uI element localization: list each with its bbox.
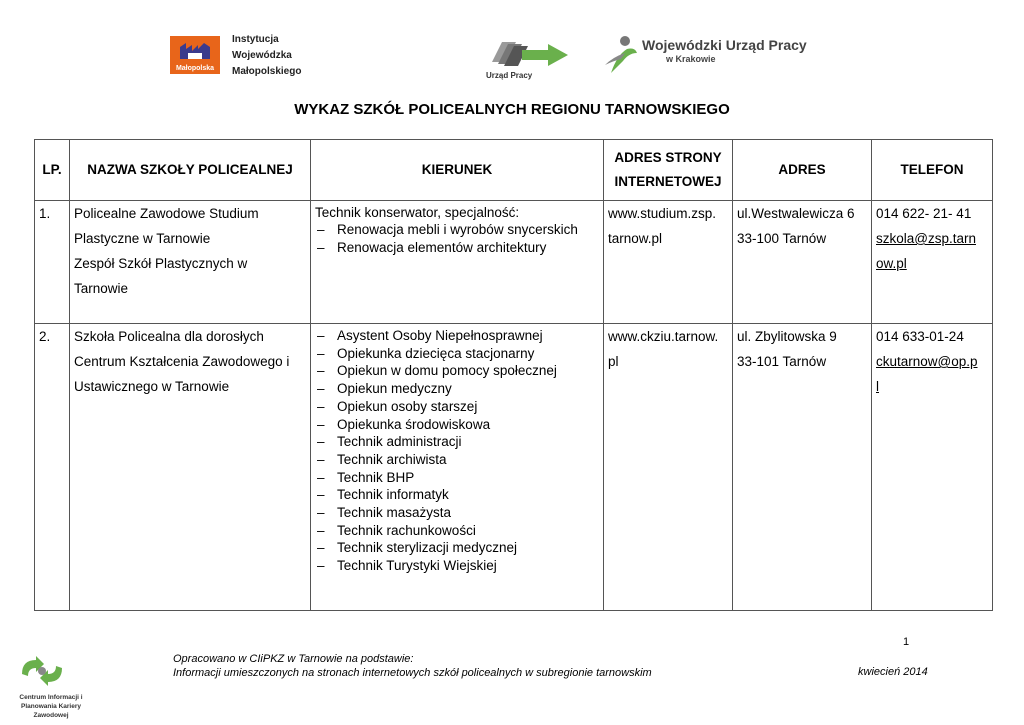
header-name: NAZWA SZKOŁY POLICEALNEJ: [70, 140, 311, 201]
email-link[interactable]: ow.pl: [876, 256, 907, 271]
row-www[interactable]: www.studium.zsp. tarnow.pl: [604, 201, 733, 324]
malopolska-logo: [170, 36, 220, 74]
list-item: – Asystent Osoby Niepełnosprawnej: [315, 327, 599, 345]
header-kierunek: KIERUNEK: [311, 140, 604, 201]
cip-caption: Centrum Informacji i Planowania Kariery Zawodowej: [19, 694, 83, 719]
list-item: – Technik administracji: [315, 433, 599, 451]
email-link[interactable]: l: [876, 379, 879, 394]
row-telefon: [872, 201, 993, 324]
row-kierunek: [311, 324, 604, 611]
urzad-pracy-logo: [486, 36, 572, 80]
footer-source: Opracowano w CIiPKZ w Tarnowie na podstawie: Informacji umieszczonych na stronach internetowych szkół policealnych w subregionie tarnowskim: [173, 653, 652, 679]
header-lp: LP.: [35, 140, 70, 201]
list-item: – Renowacja mebli i wyrobów snycerskich: [315, 221, 599, 239]
table-row: [35, 324, 993, 611]
kierunek-intro: Technik konserwator, specjalność:: [315, 205, 520, 220]
header-www: ADRES STRONY INTERNETOWEJ: [604, 140, 733, 201]
list-item: – Opiekun osoby starszej: [315, 398, 599, 416]
list-item: – Technik BHP: [315, 469, 599, 487]
row-school-name: Szkoła Policealna dla dorosłych Centrum Kształcenia Zawodowego i Ustawicznego w Tarnowie: [70, 324, 311, 611]
list-item: – Technik masażysta: [315, 504, 599, 522]
row-kierunek: [311, 201, 604, 324]
row-www[interactable]: www.ckziu.tarnow. pl: [604, 324, 733, 611]
table-row: [35, 201, 993, 324]
malopolska-label: Małopolska: [175, 65, 215, 72]
document-title: WYKAZ SZKÓŁ POLICEALNYCH REGIONU TARNOWSKIEGO: [294, 101, 730, 118]
list-item: – Renowacja elementów architektury: [315, 239, 599, 257]
row-lp: 1.: [35, 201, 70, 324]
email-link[interactable]: ckutarnow@op.p: [876, 354, 978, 369]
wup-subtitle: w Krakowie: [666, 54, 716, 64]
table-header-row: [35, 140, 993, 201]
email-link[interactable]: szkola@zsp.tarn: [876, 231, 976, 246]
row-school-name: Policealne Zawodowe Studium Plastyczne w Tarnowie Zespół Szkół Plastycznych w Tarnowie: [70, 201, 311, 324]
phone-number: 014 622- 21- 41: [876, 206, 972, 221]
list-item: – Technik rachunkowości: [315, 522, 599, 540]
list-item: – Technik archiwista: [315, 451, 599, 469]
castle-icon: [178, 41, 212, 61]
wup-person-icon: [603, 35, 643, 75]
list-item: – Opiekunka dziecięca stacjonarny: [315, 345, 599, 363]
cip-logo-icon: [18, 654, 66, 688]
kierunek-list: [315, 221, 599, 256]
row-adres: ul.Westwalewicza 6 33-100 Tarnów: [733, 201, 872, 324]
list-item: – Opiekun medyczny: [315, 380, 599, 398]
list-item: – Opiekun w domu pomocy społecznej: [315, 362, 599, 380]
kierunek-list: [315, 327, 599, 575]
page-number: 1: [903, 636, 910, 648]
row-adres: ul. Zbylitowska 9 33-101 Tarnów: [733, 324, 872, 611]
phone-number: 014 633-01-24: [876, 329, 964, 344]
schools-table: [34, 139, 993, 611]
list-item: – Technik sterylizacji medycznej: [315, 539, 599, 557]
institution-text: Instytucja Wojewódzka Małopolskiego: [232, 34, 302, 77]
footer-date: kwiecień 2014: [858, 666, 928, 678]
list-item: – Technik informatyk: [315, 486, 599, 504]
urzad-pracy-caption: Urząd Pracy: [486, 71, 533, 80]
header-telefon: TELEFON: [872, 140, 993, 201]
row-telefon: [872, 324, 993, 611]
header-adres: ADRES: [733, 140, 872, 201]
wup-title: Wojewódzki Urząd Pracy: [642, 37, 807, 53]
arrow-pages-icon: [486, 36, 572, 70]
list-item: – Technik Turystyki Wiejskiej: [315, 557, 599, 575]
row-lp: 2.: [35, 324, 70, 611]
list-item: – Opiekunka środowiskowa: [315, 416, 599, 434]
